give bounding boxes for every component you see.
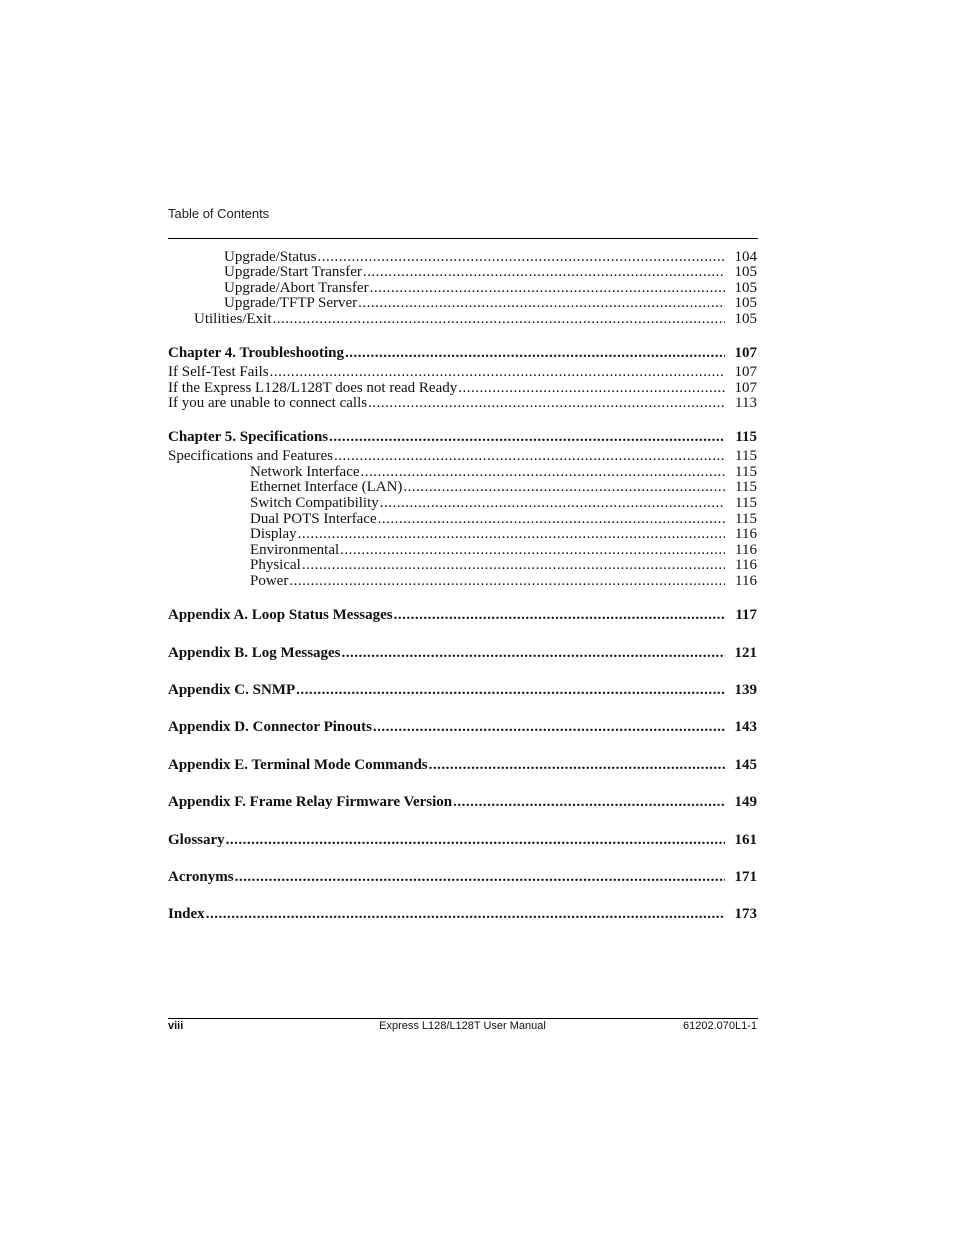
toc-entry-page: 115 [735, 511, 757, 527]
toc-entry[interactable] [168, 557, 757, 573]
toc-entry[interactable] [168, 395, 757, 411]
toc-leader [296, 682, 725, 698]
toc-entry-page: 105 [734, 311, 757, 327]
toc-entry-label: If Self-Test Fails [168, 364, 269, 380]
toc-entry[interactable] [168, 364, 757, 380]
toc-entry-page: 107 [734, 345, 757, 361]
toc-entry-label: Switch Compatibility [250, 495, 379, 511]
toc-entry-page: 115 [735, 479, 757, 495]
toc-entry-page: 115 [735, 448, 757, 464]
footer-rule [168, 1018, 758, 1019]
toc-leader [340, 542, 725, 558]
toc-entry-label: Appendix C. SNMP [168, 682, 296, 698]
toc-leader [378, 511, 725, 527]
toc-entry-label: Chapter 4. Troubleshooting [168, 345, 345, 361]
toc-entry-label: Acronyms [168, 869, 234, 885]
toc-entry[interactable] [168, 542, 757, 558]
toc-entry-page: 105 [734, 280, 757, 296]
toc-leader [403, 479, 725, 495]
toc-entry[interactable] [168, 448, 757, 464]
toc-entry-label: Display [250, 526, 297, 542]
toc-entry-acronyms[interactable] [168, 869, 757, 885]
toc-leader [298, 526, 725, 542]
toc-entry[interactable] [168, 479, 757, 495]
toc-entry-label: Chapter 5. Specifications [168, 429, 329, 445]
toc-entry-page: 121 [734, 645, 757, 661]
toc-entry-label: Network Interface [250, 464, 360, 480]
toc-leader [345, 345, 725, 361]
toc-entry-page: 143 [734, 719, 757, 735]
toc-entry-chapter[interactable] [168, 345, 757, 361]
toc-entry-appendix[interactable] [168, 757, 757, 773]
toc-entry-page: 139 [734, 682, 757, 698]
toc-entry-label: Appendix B. Log Messages [168, 645, 341, 661]
toc-entry-page: 116 [735, 542, 757, 558]
toc-leader [380, 495, 725, 511]
toc-leader [361, 464, 725, 480]
toc-entry[interactable] [168, 573, 757, 589]
toc-entry-label: Appendix F. Frame Relay Firmware Version [168, 794, 453, 810]
toc-entry-label: Appendix A. Loop Status Messages [168, 607, 393, 623]
toc-entry-label: Glossary [168, 832, 225, 848]
toc-leader [342, 645, 725, 661]
toc-leader [370, 280, 725, 296]
toc-entry-label: Upgrade/Status [224, 249, 317, 265]
toc-leader [394, 607, 725, 623]
toc-entry-page: 105 [734, 264, 757, 280]
toc-entry-label: Appendix D. Connector Pinouts [168, 719, 372, 735]
toc-entry[interactable] [168, 511, 757, 527]
toc-leader [429, 757, 725, 773]
toc-entry-page: 149 [734, 794, 757, 810]
toc-leader [317, 249, 725, 265]
toc-entry-page: 116 [735, 526, 757, 542]
toc-entry-label: Index [168, 906, 205, 922]
toc-entry-label: Upgrade/Abort Transfer [224, 280, 369, 296]
toc-entry-label: If you are unable to connect calls [168, 395, 368, 411]
toc-entry[interactable] [168, 249, 757, 265]
toc-entry-page: 171 [734, 869, 757, 885]
toc-leader [373, 719, 725, 735]
toc-leader [458, 380, 725, 396]
toc-entry-label: Specifications and Features [168, 448, 333, 464]
toc-entry-appendix[interactable] [168, 645, 757, 661]
toc-entry-page: 145 [734, 757, 757, 773]
toc-entry-label: If the Express L128/L128T does not read Ready [168, 380, 458, 396]
toc-entry-label: Ethernet Interface (LAN) [250, 479, 403, 495]
toc-entry[interactable] [168, 464, 757, 480]
toc-leader [363, 264, 725, 280]
footer-doc-number: 61202.070L1-1 [682, 1020, 757, 1032]
toc-entry-appendix[interactable] [168, 719, 757, 735]
toc-leader [368, 395, 725, 411]
toc-leader [453, 794, 725, 810]
toc-leader [235, 869, 725, 885]
toc-entry-page: 115 [735, 495, 757, 511]
toc-entry-label: Power [250, 573, 289, 589]
toc-entry-index[interactable] [168, 906, 757, 922]
toc-entry-page: 116 [735, 573, 757, 589]
toc-leader [358, 295, 725, 311]
toc-entry[interactable] [168, 264, 757, 280]
toc-leader [289, 573, 725, 589]
toc-entry-label: Upgrade/TFTP Server [224, 295, 358, 311]
toc-entry-page: 105 [734, 295, 757, 311]
toc-leader [206, 906, 725, 922]
toc-entry-page: 115 [735, 464, 757, 480]
toc-leader [334, 448, 725, 464]
toc-entry-page: 117 [735, 607, 757, 623]
toc-entry-page: 104 [734, 249, 757, 265]
toc-entry-glossary[interactable] [168, 832, 757, 848]
toc-leader [329, 429, 725, 445]
toc-entry[interactable] [168, 295, 757, 311]
toc-entry-appendix[interactable] [168, 682, 757, 698]
toc-entry-page: 107 [734, 380, 757, 396]
toc-entry[interactable] [168, 311, 757, 327]
header-rule [168, 238, 758, 239]
toc-entry-label: Environmental [250, 542, 340, 558]
toc-entry-page: 161 [734, 832, 757, 848]
footer-manual-title: Express L128/L128T User Manual [379, 1020, 546, 1032]
footer-page-number: viii [168, 1020, 184, 1032]
toc-entry-label: Upgrade/Start Transfer [224, 264, 362, 280]
toc-entry[interactable] [168, 280, 757, 296]
toc-entry-label: Utilities/Exit [194, 311, 272, 327]
toc-entry-appendix[interactable] [168, 607, 757, 623]
toc-leader [226, 832, 725, 848]
toc-entry-page: 116 [735, 557, 757, 573]
toc-entry-page: 113 [735, 395, 757, 411]
toc-entry[interactable] [168, 380, 757, 396]
toc-entry-chapter[interactable] [168, 429, 757, 445]
toc-entry-label: Physical [250, 557, 301, 573]
toc-entry-appendix[interactable] [168, 794, 757, 810]
toc-leader [273, 311, 726, 327]
toc-entry-page: 107 [734, 364, 757, 380]
toc-leader [302, 557, 725, 573]
toc-leader [270, 364, 725, 380]
toc-entry-page: 115 [735, 429, 757, 445]
toc-entry[interactable] [168, 526, 757, 542]
page-footer [168, 1020, 757, 1036]
toc-entry-label: Dual POTS Interface [250, 511, 377, 527]
toc-entry[interactable] [168, 495, 757, 511]
toc-entry-label: Appendix E. Terminal Mode Commands [168, 757, 428, 773]
running-header: Table of Contents [168, 206, 270, 221]
toc-entry-page: 173 [734, 906, 757, 922]
